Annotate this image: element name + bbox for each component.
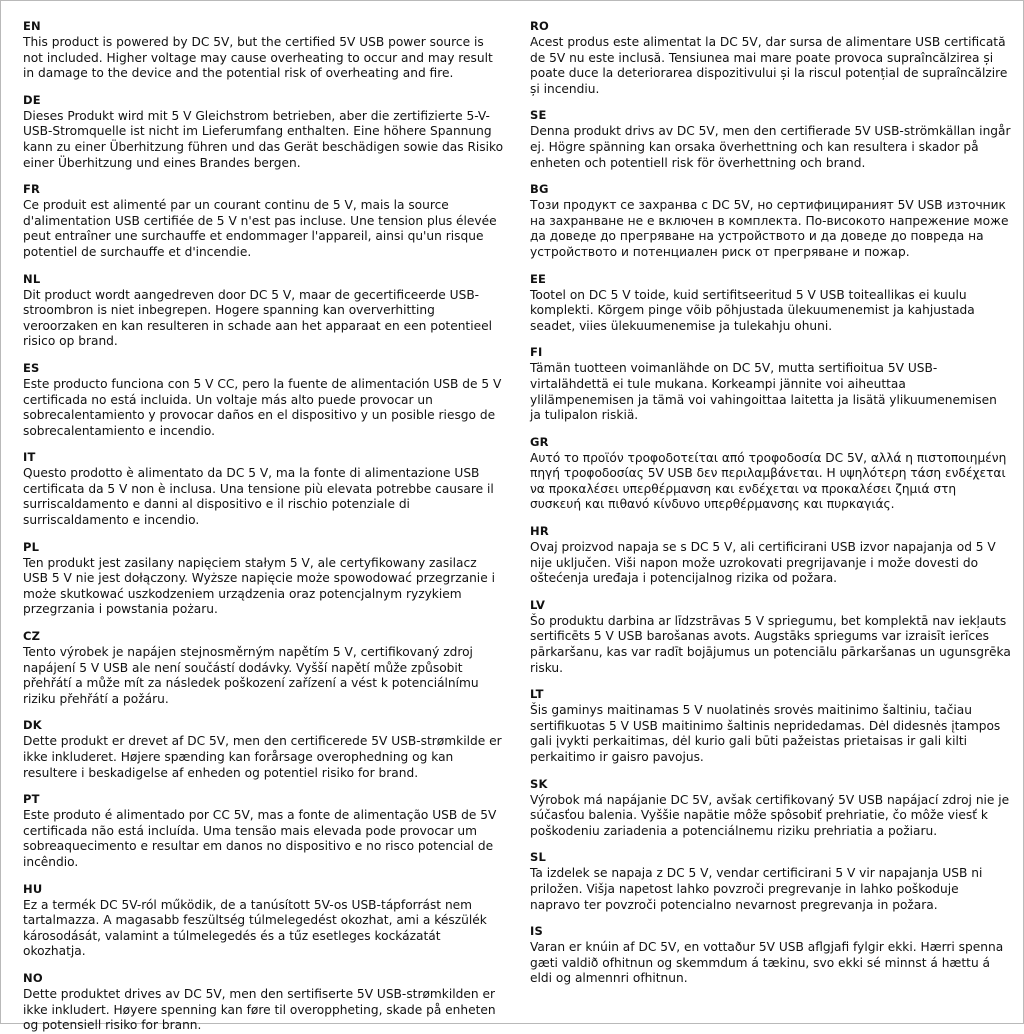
language-text: Tämän tuotteen voimanlähde on DC 5V, mutta sertifioitua 5V USB-virtalähdettä ei tule mukana. Korkeampi jännite voi aiheuttaa ylilämpenemisen ja tämä voi vahingoittaa laitetta ja lisätä ylikuumenemisen ja tulipalon riskiä. [530, 361, 997, 423]
language-text: Denna produkt drivs av DC 5V, men den certifierade 5V USB-strömkällan ingår ej. Högre spänning kan orsaka överhettning och kan resultera i skador på enheten och potentiell risk för överhettning och brand. [530, 124, 1011, 170]
language-entry [23, 182, 504, 260]
language-text: Questo prodotto è alimentato da DC 5 V, ma la fonte di alimentazione USB certificata da 5 V non è inclusa. Una tensione più elevata potrebbe causare il surriscaldamento e danni al dispositivo e il rischio potenziale di surriscaldamento e incendio. [23, 466, 494, 528]
language-code: NL [23, 271, 41, 286]
language-code: LV [530, 597, 546, 612]
language-text: Tootel on DC 5 V toide, kuid sertifitseeritud 5 V USB toiteallikas ei kuulu komplekti. Kõrgem pinge võib põhjustada ülekuumenemist ja kahjustada seadet, viies ülekuumenemise ja tulekahju ohuni. [530, 287, 975, 333]
language-text: Este producto funciona con 5 V CC, pero la fuente de alimentación USB de 5 V certificada no está incluida. Un voltaje más alto puede provocar un sobrecalentamiento y provocar daños en el dispositivo y un posible riesgo de sobrecalentamiento e incendio. [23, 376, 502, 438]
language-text: Този продукт се захранва с DC 5V, но сертифицираният 5V USB източник на захранване не е включен в комплекта. По-високото напрежение може да доведе до прегряване на устройството и да доведе до повреда на устройството и потенциален риск от прегряване и пожар. [530, 198, 1009, 259]
language-entry [530, 850, 1011, 913]
language-text: Výrobok má napájanie DC 5V, avšak certifikovaný 5V USB napájací zdroj nie je súčasťou balenia. Vyššie napätie môže spôsobiť prehriatie, čo môže viesť k poškodeniu zariadenia a potenciálnemu riziku prehriatia a požiaru. [530, 792, 1010, 838]
language-entry [530, 272, 1011, 335]
language-entry [530, 19, 1011, 97]
language-entry [23, 450, 504, 528]
language-text: Šo produktu darbina ar līdzstrāvas 5 V spriegumu, bet komplektā nav iekļauts sertificēts 5 V USB barošanas avots. Augstāks spriegums var izraisīt ierīces pārkaršanu, kas var radīt bojājumus un potenciālu pārkaršanas un ugunsgrēka risku. [530, 613, 1011, 675]
language-entry [23, 19, 504, 82]
language-text: Varan er knúin af DC 5V, en vottaður 5V USB aflgjafi fylgir ekki. Hærri spenna gæti valdið ofhitnun og skemmdum á tækinu, svo ekki sé minnst á hættu á eldi og almennri ofhitnun. [530, 940, 1004, 986]
language-code: HU [23, 881, 43, 896]
language-entry [23, 882, 504, 960]
language-text: Dette produkt er drevet af DC 5V, men den certificerede 5V USB-strømkilde er ikke inkluderet. Højere spænding kan forårsage overophedning og kan resultere i beskadigelse af enheden og potentiel risiko for brand. [23, 734, 502, 780]
language-entry [530, 524, 1011, 587]
language-entry [23, 272, 504, 350]
language-text: Ta izdelek se napaja z DC 5 V, vendar certificirani 5 V vir napajanja USB ni priložen. Višja napetost lahko povzroči pregrevanje in lahko poškoduje napravo ter povzroči potencialno nevarnost pregrevanja in požara. [530, 866, 983, 912]
column-left [23, 19, 504, 1033]
language-code: PT [23, 792, 40, 807]
language-text: This product is powered by DC 5V, but the certified 5V USB power source is not included. Higher voltage may cause overheating to occur and may result in damage to the device and the potential risk of overheating and fire. [23, 35, 493, 81]
language-code: LT [530, 687, 544, 702]
column-right [530, 19, 1011, 1013]
language-code: IT [23, 450, 36, 465]
language-code: DK [23, 718, 42, 733]
language-code: PL [23, 539, 40, 554]
language-text: Tento výrobek je napájen stejnosměrným napětím 5 V, certifikovaný zdroj napájení 5 V USB ale není součástí dodávky. Vyšší napětí může způsobit přehřátí a může mít za následek poškození zařízení a vést k potenciálnímu riziku přehřátí a požáru. [23, 645, 479, 706]
language-text: Αυτό το προϊόν τροφοδοτείται από τροφοδοσία DC 5V, αλλά η πιστοποιημένη πηγή τροφοδοσίας 5V USB δεν περιλαμβάνεται. Η υψηλότερη τάση ενδέχεται να προκαλέσει υπερθέρμανση και ενδέχεται να προκαλέσει ζημιά στη συσκευή και πιθανό κίνδυνο υπερθέρμανσης και πυρκαγιάς. [530, 450, 1007, 512]
columns-container [1, 1, 1023, 1033]
language-code: RO [530, 19, 550, 33]
language-code: SK [530, 776, 548, 791]
language-text: Ez a termék DC 5V-ról működik, de a tanúsított 5V-os USB-tápforrást nem tartalmazza. A magasabb feszültség túlmelegedést okozhat, ami a készülék károsodását, valamint a túlmelegedés és a tűz esetleges kockázatát okozhatja. [23, 897, 487, 959]
language-entry [530, 598, 1011, 676]
language-text: Dette produktet drives av DC 5V, men den sertifiserte 5V USB-strømkilden er ikke inkludert. Høyere spenning kan føre til overoppheting, skade på enheten og potensiell risiko for brann. [23, 986, 496, 1033]
language-entry [23, 93, 504, 171]
language-entry [23, 971, 504, 1034]
language-text: Ten produkt jest zasilany napięciem stałym 5 V, ale certyfikowany zasilacz USB 5 V nie jest dołączony. Wyższe napięcie może spowodować przegrzanie i może skutkować uszkodzeniem urządzenia oraz potencjalnym ryzykiem przegrzania i powstania pożaru. [23, 555, 495, 617]
language-entry [530, 345, 1011, 423]
language-entry [23, 540, 504, 618]
language-entry [23, 792, 504, 870]
language-text: Acest produs este alimentat la DC 5V, dar sursa de alimentare USB certificată de 5V nu este inclusă. Tensiunea mai mare poate provoca supraîncălzirea și poate duce la deteriorarea dispozitivului și la riscul potențial de supraîncălzire și incendiu. [530, 35, 1008, 96]
language-code: DE [23, 92, 41, 107]
language-entry [530, 687, 1011, 765]
language-code: SE [530, 108, 547, 123]
language-entry [530, 108, 1011, 171]
language-code: SL [530, 850, 547, 865]
language-entry [530, 182, 1011, 260]
language-code: NO [23, 970, 43, 985]
language-code: CZ [23, 629, 41, 644]
language-text: Dieses Produkt wird mit 5 V Gleichstrom betrieben, aber die zertifizierte 5-V-USB-Stromquelle ist nicht im Lieferumfang enthalten. Eine höhere Spannung kann zu einer Überhitzung führen und das Gerät beschädigen sowie das Risiko einer Überhitzung und eines Brandes bergen. [23, 108, 504, 170]
language-code: FI [530, 345, 543, 360]
language-code: BG [530, 182, 549, 197]
language-text: Šis gaminys maitinamas 5 V nuolatinės srovės maitinimo šaltiniu, tačiau sertifikuotas 5 V USB maitinimo šaltinis nepridedamas. Dėl didesnės įtampos gali įvykti perkaitimas, dėl kurio gali būti pažeistas prietaisas ir gali kilti perkaitimo ir gaisro pavojus. [530, 703, 1001, 764]
language-code: EN [23, 19, 41, 33]
language-entry [530, 777, 1011, 840]
language-code: ES [23, 360, 40, 375]
language-text: Este produto é alimentado por CC 5V, mas a fonte de alimentação USB de 5V certificada não está incluída. Uma tensão mais elevada pode provocar um sobreaquecimento e resultar em danos no dispositivo e no risco potencial de incêndio. [23, 808, 497, 869]
language-entry [23, 718, 504, 781]
language-text: Ce produit est alimenté par un courant continu de 5 V, mais la source d'alimentation USB certifiée de 5 V n'est pas incluse. Une tension plus élevée peut entraîner une surchauffe et endommager l'appareil, ainsi qu'un risque potentiel de surchauffe et d'incendie. [23, 198, 497, 259]
language-entry [23, 629, 504, 707]
language-code: IS [530, 924, 543, 939]
language-entry [23, 361, 504, 439]
language-entry [530, 924, 1011, 987]
language-code: HR [530, 524, 549, 539]
language-code: FR [23, 182, 41, 197]
language-entry [530, 435, 1011, 513]
language-text: Dit product wordt aangedreven door DC 5 V, maar de gecertificeerde USB-stroombron is niet inbegrepen. Hogere spanning kan oververhitting veroorzaken en kan resulteren in schade aan het apparaat en een potentieel risico op brand. [23, 287, 492, 349]
language-text: Ovaj proizvod napaja se s DC 5 V, ali certificirani USB izvor napajanja od 5 V nije uključen. Viši napon može uzrokovati pregrijavanje i može dovesti do oštećenja uređaja i potencijalnog rizika od požara. [530, 540, 996, 586]
language-code: EE [530, 271, 547, 286]
language-code: GR [530, 434, 549, 449]
